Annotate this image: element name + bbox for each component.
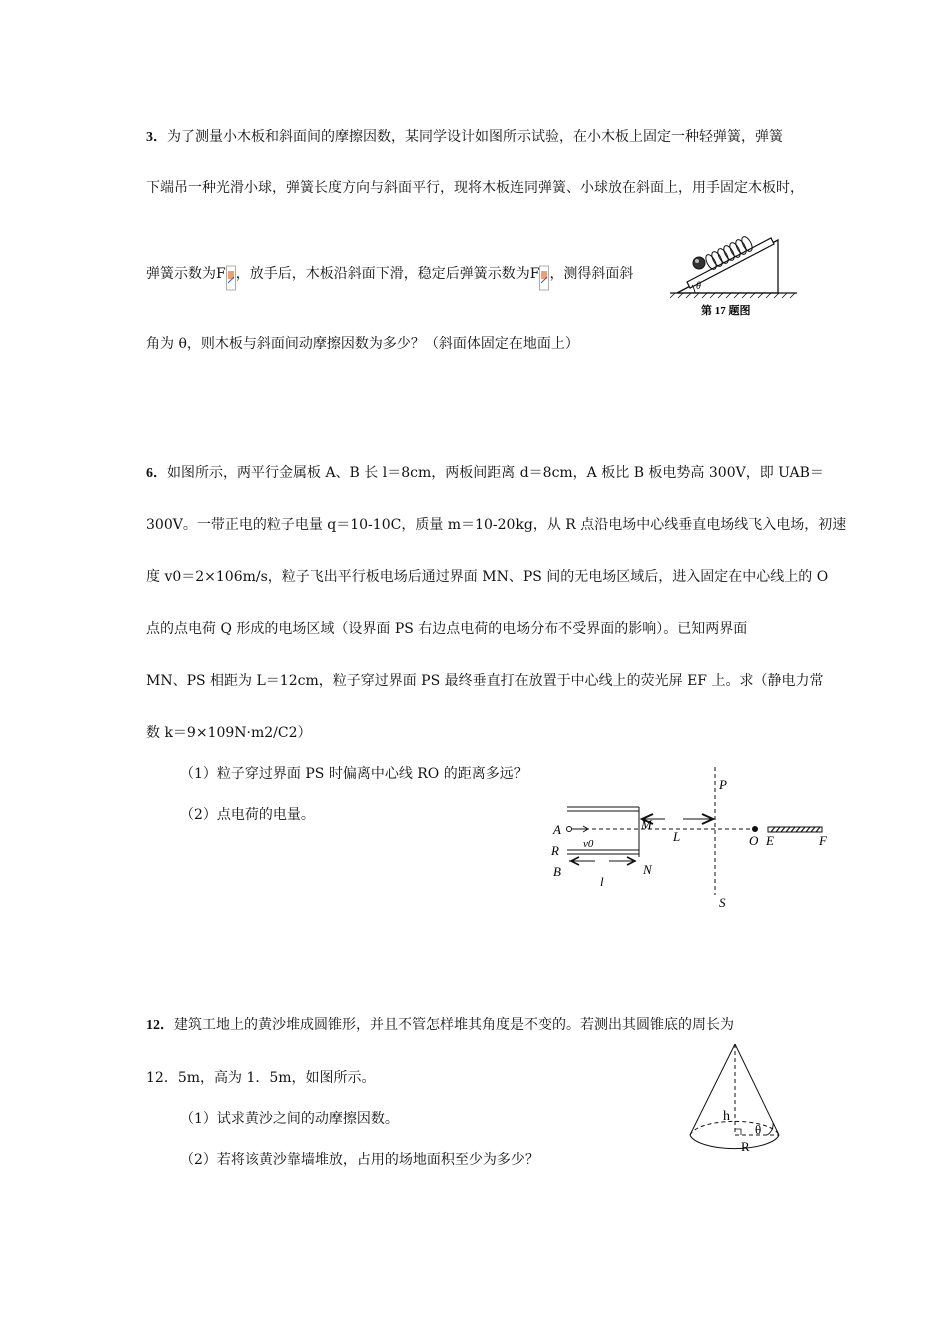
q6-line-6: 数 k＝9×109N·m2/C2） (146, 725, 312, 741)
label-M: M (641, 817, 652, 832)
label-B: B (553, 864, 561, 879)
q6-line-4: 点的点电荷 Q 形成的电场区域（设界面 PS 右边点电荷的电场分布不受界面的影响）。已知两界面 (146, 621, 748, 637)
q3-number: 3． (146, 130, 167, 145)
label-R: R (551, 843, 559, 858)
label-h: h (723, 1109, 730, 1124)
q12-line-2: 12．5m，高为 1．5m，如图所示。 (146, 1070, 376, 1086)
q6-line-1 (146, 464, 824, 483)
label-S: S (719, 895, 726, 910)
label-E: E (766, 833, 774, 848)
q3-line-4: 角为 θ，则木板与斜面间动摩擦因数为多少？（斜面体固定在地面上） (146, 336, 579, 352)
q6-line-2: 300V。一带正电的粒子电量 q＝10-10C，质量 m＝10-20kg，从 R 点沿电场中心线垂直电场线飞入电场，初速 (146, 517, 847, 533)
q12-text-1: 建筑工地上的黄沙堆成圆锥形，并且不管怎样堆其角度是不变的。若测出其圆锥底的周长为 (174, 1017, 734, 1033)
q12-cone-figure (683, 1042, 793, 1160)
q3-text-3a: 弹簧示数为 (146, 266, 216, 282)
label-L: L (673, 829, 681, 844)
label-A: A (553, 822, 561, 837)
q3-line-2: 下端吊一种光滑小球，弹簧长度方向与斜面平行，现将木板连同弹簧、小球放在斜面上，用手固定木板时， (146, 180, 804, 196)
q6-line-5: MN、PS 相距为 L＝12cm，粒子穿过界面 PS 最终垂直打在放置于中心线上的荧光屏 EF 上。求（静电力常 (146, 673, 824, 689)
label-P: P (719, 777, 727, 792)
label-O: O (749, 833, 759, 848)
label-theta: θ (755, 1122, 762, 1137)
q3-f2: F (529, 266, 540, 282)
q12-number: 12． (146, 1018, 174, 1033)
q3-line-3 (146, 261, 633, 287)
q6-sub-2: （2）点电荷的电量。 (180, 807, 315, 823)
label-v0: v0 (583, 838, 594, 850)
q3-figure-caption: 第 17 题图 (701, 305, 751, 317)
label-R: R (741, 1139, 750, 1154)
q12-sub-1: （1）试求黄沙之间的动摩擦因数。 (180, 1111, 399, 1127)
q6-sub-1: （1）粒子穿过界面 PS 时偏离中心线 RO 的距离多远？ (180, 766, 528, 782)
q3-text-1: 为了测量小木板和斜面间的摩擦因数，某同学设计如图所示试验，在小木板上固定一种轻弹簧，弹簧 (167, 129, 783, 145)
q6-number: 6． (146, 466, 167, 481)
broken-image-icon (226, 265, 236, 291)
q3-line-1 (146, 128, 783, 147)
q12-line-1 (146, 1016, 734, 1035)
q3-text-3b: ，放手后，木板沿斜面下滑，稳定后弹簧示数为 (235, 266, 530, 282)
q6-field-figure (545, 765, 835, 915)
q3-theta-label: θ (696, 281, 701, 292)
label-l: l (600, 874, 604, 889)
q3-incline-figure (665, 218, 805, 318)
q3-text-3c: ，测得斜面斜 (549, 266, 634, 282)
q12-sub-2: （2）若将该黄沙靠墙堆放，占用的场地面积至少为多少？ (180, 1152, 539, 1168)
q6-text-1: 如图所示，两平行金属板 A、B 长 l＝8cm，两板间距离 d＝8cm，A 板比 B 板电势高 300V，即 UAB＝ (167, 465, 824, 481)
q6-line-3: 度 v0＝2×106m/s，粒子飞出平行板电场后通过界面 MN、PS 间的无电场区域后，进入固定在中心线上的 O (146, 569, 829, 585)
broken-image-icon (539, 265, 549, 291)
label-F: F (819, 833, 827, 848)
label-N: N (643, 862, 652, 877)
q3-f1: F (216, 266, 226, 282)
